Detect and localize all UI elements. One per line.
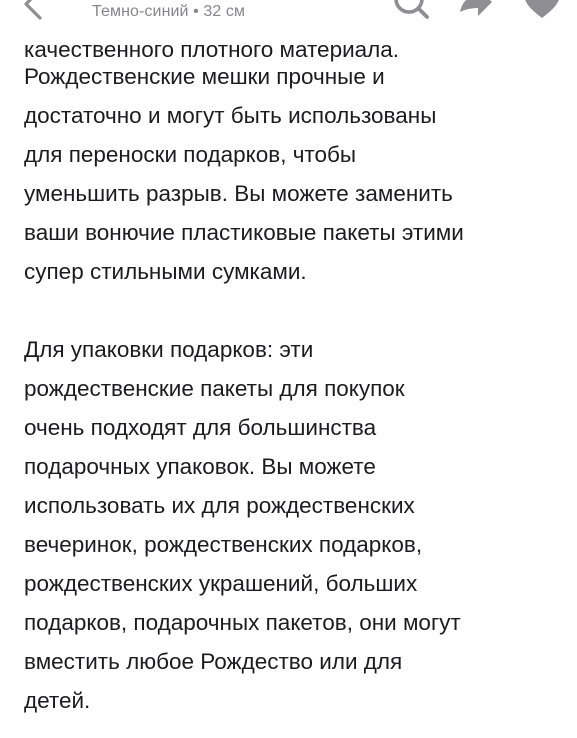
product-variant-subtitle: Темно-синий • 32 см xyxy=(92,3,246,20)
product-description xyxy=(24,57,559,720)
top-bar xyxy=(0,0,577,34)
description-paragraph: Рождественские мешки прочные и достаточно и могут быть использованы для переноски подарков, чтобы уменьшить разрыв. Вы можете заменить ваши вонючие пластиковые пакеты этими супер стильными сумками. xyxy=(24,64,464,284)
chevron-left-icon xyxy=(14,0,54,24)
share-button[interactable] xyxy=(456,0,496,22)
search-icon xyxy=(392,0,432,22)
back-button[interactable] xyxy=(14,0,54,24)
share-icon xyxy=(456,0,496,22)
favorite-button[interactable] xyxy=(522,0,562,22)
heart-icon xyxy=(522,0,562,22)
description-paragraph: Для упаковки подарков: эти рождественские пакеты для покупок очень подходят для большинства подарочных упаковок. Вы можете использовать их для рождественских вечеринок, рождественских подарков, рождественских украшений, больших подарков, подарочных пакетов, они могут вместить любое Рождество или для детей. xyxy=(24,337,461,713)
clipped-text: качественного плотного материала. xyxy=(24,37,400,62)
search-button[interactable] xyxy=(392,0,432,22)
